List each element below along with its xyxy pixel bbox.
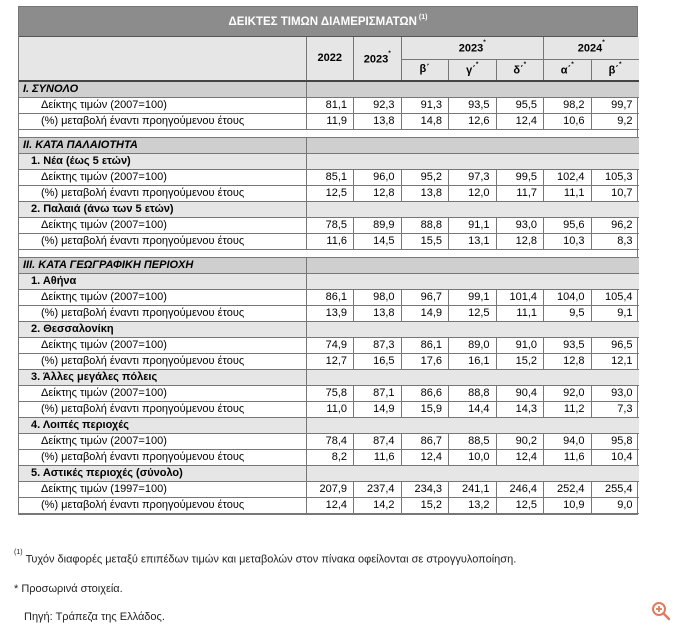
header-2022: 2022	[306, 37, 354, 81]
subsection-title: 4. Λοιπές περιοχές	[19, 418, 306, 434]
value-cell: 12,5	[306, 186, 354, 202]
value-cell: 102,4	[544, 170, 592, 186]
spacer-cell	[19, 250, 639, 258]
spacer-cell	[19, 130, 639, 138]
empty-cell	[401, 138, 449, 154]
value-cell: 86,1	[306, 290, 354, 306]
change-row-s3c	[19, 402, 639, 418]
value-cell: 12,5	[496, 498, 544, 514]
value-cell: 93,5	[544, 338, 592, 354]
empty-cell	[354, 154, 402, 170]
value-cell: 75,8	[306, 386, 354, 402]
value-cell: 105,4	[591, 290, 639, 306]
empty-cell	[544, 418, 592, 434]
empty-cell	[354, 466, 402, 482]
empty-cell	[449, 138, 497, 154]
empty-cell	[354, 258, 402, 274]
empty-cell	[591, 154, 639, 170]
value-cell: 95,8	[591, 434, 639, 450]
empty-cell	[544, 81, 592, 98]
section-header-s3	[19, 258, 639, 274]
header-group-2023: 2023*	[401, 37, 544, 59]
value-cell: 10,9	[544, 498, 592, 514]
subsection-title: 2. Παλαιά (άνω των 5 ετών)	[19, 202, 306, 218]
index-label: Δείκτης τιμών (1997=100)	[19, 482, 306, 498]
value-cell: 11,1	[544, 186, 592, 202]
value-cell: 12,4	[306, 498, 354, 514]
change-label: (%) μεταβολή έναντι προηγούμενου έτους	[19, 354, 306, 370]
index-row-s1	[19, 98, 639, 114]
header-blank-2	[19, 59, 306, 81]
empty-cell	[401, 370, 449, 386]
value-cell: 11,1	[496, 306, 544, 322]
empty-cell	[591, 258, 639, 274]
value-cell: 10,7	[591, 186, 639, 202]
header-blank	[19, 37, 306, 59]
index-label: Δείκτης τιμών (2007=100)	[19, 170, 306, 186]
value-cell: 207,9	[306, 482, 354, 498]
empty-cell	[306, 258, 354, 274]
value-cell: 12,7	[306, 354, 354, 370]
empty-cell	[496, 274, 544, 290]
spacer-row	[19, 250, 639, 258]
value-cell: 98,0	[354, 290, 402, 306]
value-cell: 13,9	[306, 306, 354, 322]
section-title: II. ΚΑΤΑ ΠΑΛΑΙΟΤΗΤΑ	[19, 138, 306, 154]
value-cell: 12,4	[496, 114, 544, 130]
change-row-s3b	[19, 354, 639, 370]
value-cell: 81,1	[306, 98, 354, 114]
empty-cell	[354, 81, 402, 98]
empty-cell	[306, 370, 354, 386]
value-cell: 90,4	[496, 386, 544, 402]
value-cell: 88,8	[401, 218, 449, 234]
value-cell: 14,8	[401, 114, 449, 130]
header-q-d-2023: δ΄*	[496, 59, 544, 81]
value-cell: 17,6	[401, 354, 449, 370]
value-cell: 12,8	[496, 234, 544, 250]
change-row-s2b	[19, 234, 639, 250]
value-cell: 9,1	[591, 306, 639, 322]
empty-cell	[544, 138, 592, 154]
index-row-s3c	[19, 386, 639, 402]
footnote-rounding: $^{(1)}$Τυχόν διαφορές μεταξύ επιπέδων τιμών και μεταβολών στον πίνακα οφείλονται σε στρογγυλοποίηση.	[14, 549, 517, 566]
value-cell: 99,1	[449, 290, 497, 306]
empty-cell	[544, 258, 592, 274]
value-cell: 11,0	[306, 402, 354, 418]
value-cell: 12,0	[449, 186, 497, 202]
section-title: III. ΚΑΤΑ ΓΕΩΓΡΑΦΙΚΗ ΠΕΡΙΟΧΗ	[19, 258, 306, 274]
value-cell: 12,8	[354, 186, 402, 202]
empty-cell	[591, 418, 639, 434]
value-cell: 90,2	[496, 434, 544, 450]
empty-cell	[591, 81, 639, 98]
change-label: (%) μεταβολή έναντι προηγούμενου έτους	[19, 498, 306, 514]
value-cell: 105,3	[591, 170, 639, 186]
source-note: Πηγή: Τράπεζα της Ελλάδος.	[24, 611, 165, 623]
value-cell: 91,3	[401, 98, 449, 114]
value-cell: 11,6	[354, 450, 402, 466]
value-cell: 9,0	[591, 498, 639, 514]
empty-cell	[591, 322, 639, 338]
index-row-s3a	[19, 290, 639, 306]
change-row-s1	[19, 114, 639, 130]
value-cell: 9,5	[544, 306, 592, 322]
value-cell: 96,5	[591, 338, 639, 354]
empty-cell	[449, 418, 497, 434]
value-cell: 15,5	[401, 234, 449, 250]
value-cell: 11,6	[306, 234, 354, 250]
empty-cell	[449, 258, 497, 274]
empty-cell	[306, 322, 354, 338]
value-cell: 10,4	[591, 450, 639, 466]
value-cell: 98,2	[544, 98, 592, 114]
value-cell: 89,9	[354, 218, 402, 234]
value-cell: 93,0	[591, 386, 639, 402]
subsection-title: 2. Θεσσαλονίκη	[19, 322, 306, 338]
empty-cell	[449, 274, 497, 290]
empty-cell	[449, 466, 497, 482]
table-title: ΔΕΙΚΤΕΣ ΤΙΜΩΝ ΔΙΑΜΕΡΙΣΜΑΤΩΝ $^{(1)}$	[19, 7, 637, 37]
empty-cell	[306, 418, 354, 434]
empty-cell	[401, 322, 449, 338]
empty-cell	[544, 322, 592, 338]
empty-cell	[496, 258, 544, 274]
value-cell: 87,4	[354, 434, 402, 450]
value-cell: 91,1	[449, 218, 497, 234]
value-cell: 10,6	[544, 114, 592, 130]
empty-cell	[544, 154, 592, 170]
value-cell: 15,2	[496, 354, 544, 370]
empty-cell	[544, 370, 592, 386]
header-q-c-2023: γ΄*	[449, 59, 497, 81]
empty-cell	[544, 274, 592, 290]
value-cell: 96,2	[591, 218, 639, 234]
change-row-s2a	[19, 186, 639, 202]
value-cell: 104,0	[544, 290, 592, 306]
empty-cell	[496, 370, 544, 386]
value-cell: 15,2	[401, 498, 449, 514]
header-q-b-2023: β΄	[401, 59, 449, 81]
subsection-title: 3. Άλλες μεγάλες πόλεις	[19, 370, 306, 386]
index-row-s3e	[19, 482, 639, 498]
empty-cell	[401, 274, 449, 290]
value-cell: 13,2	[449, 498, 497, 514]
value-cell: 99,5	[496, 170, 544, 186]
empty-cell	[449, 81, 497, 98]
value-cell: 14,5	[354, 234, 402, 250]
value-cell: 13,1	[449, 234, 497, 250]
value-cell: 14,3	[496, 402, 544, 418]
value-cell: 74,9	[306, 338, 354, 354]
index-row-s3d	[19, 434, 639, 450]
value-cell: 16,1	[449, 354, 497, 370]
change-label: (%) μεταβολή έναντι προηγούμενου έτους	[19, 114, 306, 130]
value-cell: 252,4	[544, 482, 592, 498]
empty-cell	[591, 202, 639, 218]
header-group-2024: 2024*	[544, 37, 639, 59]
subsection-title: 5. Αστικές περιοχές (σύνολο)	[19, 466, 306, 482]
empty-cell	[401, 258, 449, 274]
value-cell: 78,5	[306, 218, 354, 234]
empty-cell	[306, 81, 354, 98]
empty-cell	[306, 274, 354, 290]
empty-cell	[449, 202, 497, 218]
change-label: (%) μεταβολή έναντι προηγούμενου έτους	[19, 186, 306, 202]
value-cell: 12,5	[449, 306, 497, 322]
value-cell: 96,7	[401, 290, 449, 306]
footnote-provisional: * Προσωρινά στοιχεία.	[14, 583, 123, 595]
value-cell: 12,4	[401, 450, 449, 466]
value-cell: 14,4	[449, 402, 497, 418]
empty-cell	[354, 274, 402, 290]
table-body	[19, 81, 639, 514]
empty-cell	[496, 154, 544, 170]
change-label: (%) μεταβολή έναντι προηγούμενου έτους	[19, 234, 306, 250]
value-cell: 11,7	[496, 186, 544, 202]
empty-cell	[544, 202, 592, 218]
value-cell: 7,3	[591, 402, 639, 418]
change-label: (%) μεταβολή έναντι προηγούμενου έτους	[19, 402, 306, 418]
value-cell: 241,1	[449, 482, 497, 498]
value-cell: 99,7	[591, 98, 639, 114]
value-cell: 255,4	[591, 482, 639, 498]
section-header-s1	[19, 81, 639, 98]
subsection-header-s3a	[19, 274, 639, 290]
empty-cell	[401, 418, 449, 434]
value-cell: 234,3	[401, 482, 449, 498]
value-cell: 12,6	[449, 114, 497, 130]
value-cell: 11,2	[544, 402, 592, 418]
empty-cell	[401, 81, 449, 98]
empty-cell	[306, 154, 354, 170]
index-label: Δείκτης τιμών (2007=100)	[19, 218, 306, 234]
empty-cell	[354, 138, 402, 154]
subsection-header-s2b	[19, 202, 639, 218]
index-row-s3b	[19, 338, 639, 354]
value-cell: 87,1	[354, 386, 402, 402]
value-cell: 86,7	[401, 434, 449, 450]
value-cell: 11,6	[544, 450, 592, 466]
empty-cell	[449, 154, 497, 170]
empty-cell	[496, 202, 544, 218]
subsection-title: 1. Αθήνα	[19, 274, 306, 290]
change-label: (%) μεταβολή έναντι προηγούμενου έτους	[19, 450, 306, 466]
value-cell: 88,8	[449, 386, 497, 402]
value-cell: 8,3	[591, 234, 639, 250]
price-index-table	[18, 6, 638, 515]
empty-cell	[354, 322, 402, 338]
value-cell: 95,6	[544, 218, 592, 234]
index-label: Δείκτης τιμών (2007=100)	[19, 338, 306, 354]
index-label: Δείκτης τιμών (2007=100)	[19, 290, 306, 306]
index-label: Δείκτης τιμών (2007=100)	[19, 98, 306, 114]
value-cell: 85,1	[306, 170, 354, 186]
empty-cell	[306, 466, 354, 482]
empty-cell	[306, 138, 354, 154]
empty-cell	[354, 370, 402, 386]
empty-cell	[591, 370, 639, 386]
value-cell: 13,8	[401, 186, 449, 202]
index-label: Δείκτης τιμών (2007=100)	[19, 434, 306, 450]
empty-cell	[544, 466, 592, 482]
value-cell: 96,0	[354, 170, 402, 186]
value-cell: 14,9	[354, 402, 402, 418]
value-cell: 95,5	[496, 98, 544, 114]
header-2023: 2023*	[354, 37, 402, 81]
value-cell: 92,0	[544, 386, 592, 402]
zoom-in-icon[interactable]	[651, 601, 671, 621]
empty-cell	[591, 466, 639, 482]
index-row-s2b	[19, 218, 639, 234]
empty-cell	[496, 322, 544, 338]
data-table	[19, 37, 639, 514]
empty-cell	[496, 466, 544, 482]
value-cell: 78,4	[306, 434, 354, 450]
empty-cell	[401, 466, 449, 482]
value-cell: 91,0	[496, 338, 544, 354]
value-cell: 97,3	[449, 170, 497, 186]
value-cell: 16,5	[354, 354, 402, 370]
subsection-header-s3d	[19, 418, 639, 434]
value-cell: 88,5	[449, 434, 497, 450]
value-cell: 12,8	[544, 354, 592, 370]
value-cell: 10,0	[449, 450, 497, 466]
value-cell: 14,2	[354, 498, 402, 514]
empty-cell	[591, 274, 639, 290]
value-cell: 93,5	[449, 98, 497, 114]
subsection-title: 1. Νέα (έως 5 ετών)	[19, 154, 306, 170]
value-cell: 13,8	[354, 306, 402, 322]
empty-cell	[449, 322, 497, 338]
header-q-b-2024: β΄*	[591, 59, 639, 81]
change-label: (%) μεταβολή έναντι προηγούμενου έτους	[19, 306, 306, 322]
value-cell: 89,0	[449, 338, 497, 354]
value-cell: 8,2	[306, 450, 354, 466]
value-cell: 87,3	[354, 338, 402, 354]
value-cell: 86,1	[401, 338, 449, 354]
value-cell: 86,6	[401, 386, 449, 402]
value-cell: 12,4	[496, 450, 544, 466]
value-cell: 93,0	[496, 218, 544, 234]
subsection-header-s2a	[19, 154, 639, 170]
empty-cell	[401, 154, 449, 170]
value-cell: 9,2	[591, 114, 639, 130]
value-cell: 94,0	[544, 434, 592, 450]
subsection-header-s3e	[19, 466, 639, 482]
value-cell: 101,4	[496, 290, 544, 306]
value-cell: 95,2	[401, 170, 449, 186]
index-label: Δείκτης τιμών (2007=100)	[19, 386, 306, 402]
spacer-row	[19, 130, 639, 138]
empty-cell	[496, 138, 544, 154]
empty-cell	[496, 81, 544, 98]
value-cell: 15,9	[401, 402, 449, 418]
value-cell: 12,1	[591, 354, 639, 370]
subsection-header-s3b	[19, 322, 639, 338]
section-header-s2	[19, 138, 639, 154]
header-q-a-2024: α΄*	[544, 59, 592, 81]
change-row-s3e	[19, 498, 639, 514]
change-row-s3a	[19, 306, 639, 322]
value-cell: 237,4	[354, 482, 402, 498]
empty-cell	[449, 370, 497, 386]
value-cell: 14,9	[401, 306, 449, 322]
empty-cell	[354, 418, 402, 434]
empty-cell	[591, 138, 639, 154]
value-cell: 92,3	[354, 98, 402, 114]
value-cell: 10,3	[544, 234, 592, 250]
section-title: I. ΣΥΝΟΛΟ	[19, 81, 306, 98]
empty-cell	[401, 202, 449, 218]
change-row-s3d	[19, 450, 639, 466]
value-cell: 246,4	[496, 482, 544, 498]
empty-cell	[496, 418, 544, 434]
index-row-s2a	[19, 170, 639, 186]
empty-cell	[354, 202, 402, 218]
value-cell: 13,8	[354, 114, 402, 130]
subsection-header-s3c	[19, 370, 639, 386]
value-cell: 11,9	[306, 114, 354, 130]
empty-cell	[306, 202, 354, 218]
